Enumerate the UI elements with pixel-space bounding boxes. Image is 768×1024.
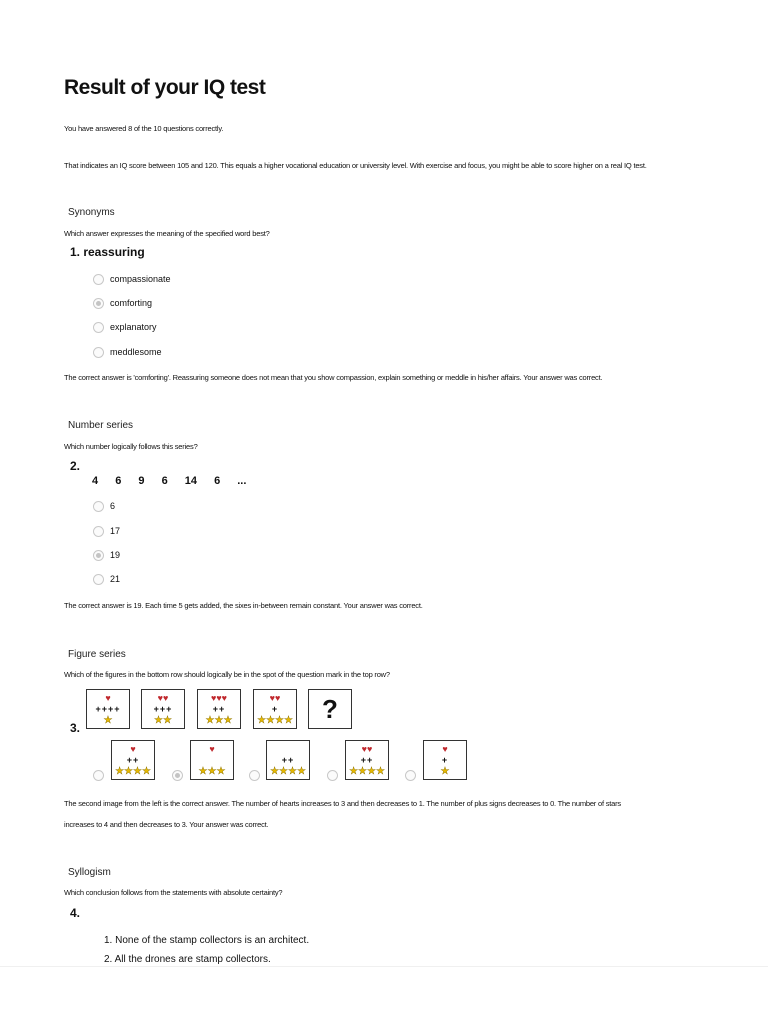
- q2-option-4[interactable]: [93, 572, 120, 586]
- figure-option-1[interactable]: [111, 740, 155, 780]
- radio-button[interactable]: [93, 574, 104, 585]
- q3-explanation-line-1: The second image from the left is the correct answer. The number of hearts increases to 3 and then decreases to 1. The number of plus signs decreases to 0. The number of stars: [64, 799, 621, 808]
- plus-signs: ++++: [95, 703, 121, 714]
- option-label: comforting: [110, 298, 153, 308]
- series-item: 6: [214, 475, 221, 487]
- score-text: You have answered 8 of the 10 questions correctly.: [64, 124, 224, 133]
- plus-signs: +: [441, 754, 449, 765]
- figure-option-2[interactable]: [190, 740, 234, 780]
- stars: ★★★: [205, 714, 233, 726]
- figure-top-3: [197, 689, 241, 729]
- figure-top-1: [86, 689, 130, 729]
- q1-option-3[interactable]: [93, 320, 157, 334]
- plus-signs: ++: [360, 754, 374, 765]
- radio-button-selected[interactable]: [93, 298, 104, 309]
- stars: ★★★★: [270, 765, 306, 777]
- hearts: ♥: [130, 743, 136, 754]
- stars: ★★★★: [349, 765, 385, 777]
- q4-number: 4.: [70, 906, 81, 920]
- figure-option-4[interactable]: [345, 740, 389, 780]
- plus-signs: ++: [126, 754, 140, 765]
- radio-button-selected[interactable]: [93, 550, 104, 561]
- hearts: ♥♥: [269, 692, 281, 703]
- stars: ★: [440, 765, 450, 777]
- q4-prompt: Which conclusion follows from the statements with absolute certainty?: [64, 888, 283, 897]
- stars: ★★★: [198, 765, 226, 777]
- option-label: 21: [110, 574, 121, 584]
- series-item: 6: [115, 475, 122, 487]
- hearts: ♥: [209, 743, 215, 754]
- figure-option-5[interactable]: [423, 740, 467, 780]
- q3-number: 3.: [70, 721, 81, 735]
- q3-option-4-radio[interactable]: [327, 770, 338, 781]
- figure-option-3[interactable]: [266, 740, 310, 780]
- q3-option-1-radio[interactable]: [93, 770, 104, 781]
- q2-option-2[interactable]: [93, 524, 120, 538]
- q4-premise-2: 2. All the drones are stamp collectors.: [104, 954, 271, 965]
- option-label: 6: [110, 501, 116, 511]
- q1-option-4[interactable]: [93, 345, 162, 359]
- q2-option-3[interactable]: [93, 548, 120, 562]
- plus-signs: +: [271, 703, 279, 714]
- q3-explanation-line-2: increases to 4 and then decreases to 3. Your answer was correct.: [64, 820, 269, 829]
- radio-button[interactable]: [93, 322, 104, 333]
- q1-explanation: The correct answer is 'comforting'. Reassuring someone does not mean that you show compassion, explain something or meddle in his/her affairs. Your answer was correct.: [64, 373, 603, 382]
- q2-section-title: Number series: [68, 420, 134, 431]
- hearts: ♥♥♥: [210, 692, 228, 703]
- question-mark: ?: [322, 693, 338, 724]
- q1-word: 1. reassuring: [70, 245, 145, 259]
- stars: ★★: [154, 714, 172, 726]
- hearts: ♥: [105, 692, 111, 703]
- q2-number: 2.: [70, 459, 81, 473]
- series-item: 6: [161, 475, 168, 487]
- q3-option-2-radio-selected[interactable]: [172, 770, 183, 781]
- option-label: meddlesome: [110, 347, 162, 357]
- radio-button[interactable]: [93, 347, 104, 358]
- option-label: 17: [110, 526, 121, 536]
- q1-option-1[interactable]: [93, 272, 171, 286]
- hearts: ♥♥: [157, 692, 169, 703]
- hearts: ♥♥: [361, 743, 373, 754]
- figure-top-2: [141, 689, 185, 729]
- q3-prompt: Which of the figures in the bottom row should logically be in the spot of the question mark in the top row?: [64, 670, 390, 679]
- number-series: [92, 475, 260, 487]
- q3-option-3-radio[interactable]: [249, 770, 260, 781]
- page-title: Result of your IQ test: [64, 76, 266, 99]
- q2-explanation: The correct answer is 19. Each time 5 gets added, the sixes in-between remain constant. Your answer was correct.: [64, 601, 423, 610]
- hearts: ♥: [442, 743, 448, 754]
- series-item: ...: [237, 475, 247, 487]
- radio-button[interactable]: [93, 274, 104, 285]
- series-item: 9: [138, 475, 145, 487]
- plus-signs: ++: [281, 754, 295, 765]
- q4-section-title: Syllogism: [68, 867, 111, 878]
- option-label: 19: [110, 550, 121, 560]
- q2-option-1[interactable]: [93, 499, 115, 513]
- page-divider: [0, 966, 768, 967]
- plus-signs: ++: [212, 703, 226, 714]
- q2-prompt: Which number logically follows this series?: [64, 442, 198, 451]
- stars: ★: [103, 714, 113, 726]
- q4-premise-1: 1. None of the stamp collectors is an architect.: [104, 935, 310, 946]
- series-item: 14: [184, 475, 197, 487]
- q3-section-title: Figure series: [68, 649, 126, 660]
- series-item: 4: [92, 475, 99, 487]
- q1-section-title: Synonyms: [68, 207, 115, 218]
- figure-top-question: [308, 689, 352, 729]
- stars: ★★★★: [115, 765, 151, 777]
- figure-top-4: [253, 689, 297, 729]
- radio-button[interactable]: [93, 526, 104, 537]
- q1-option-2[interactable]: [93, 296, 152, 310]
- q1-prompt: Which answer expresses the meaning of the specified word best?: [64, 229, 270, 238]
- plus-signs: +++: [153, 703, 173, 714]
- stars: ★★★★: [257, 714, 293, 726]
- option-label: compassionate: [110, 274, 171, 284]
- q3-option-5-radio[interactable]: [405, 770, 416, 781]
- radio-button[interactable]: [93, 501, 104, 512]
- option-label: explanatory: [110, 322, 157, 332]
- interpretation-text: That indicates an IQ score between 105 and 120. This equals a higher vocational education or university level. With exercise and focus, you might be able to score higher on a real IQ test.: [64, 161, 647, 170]
